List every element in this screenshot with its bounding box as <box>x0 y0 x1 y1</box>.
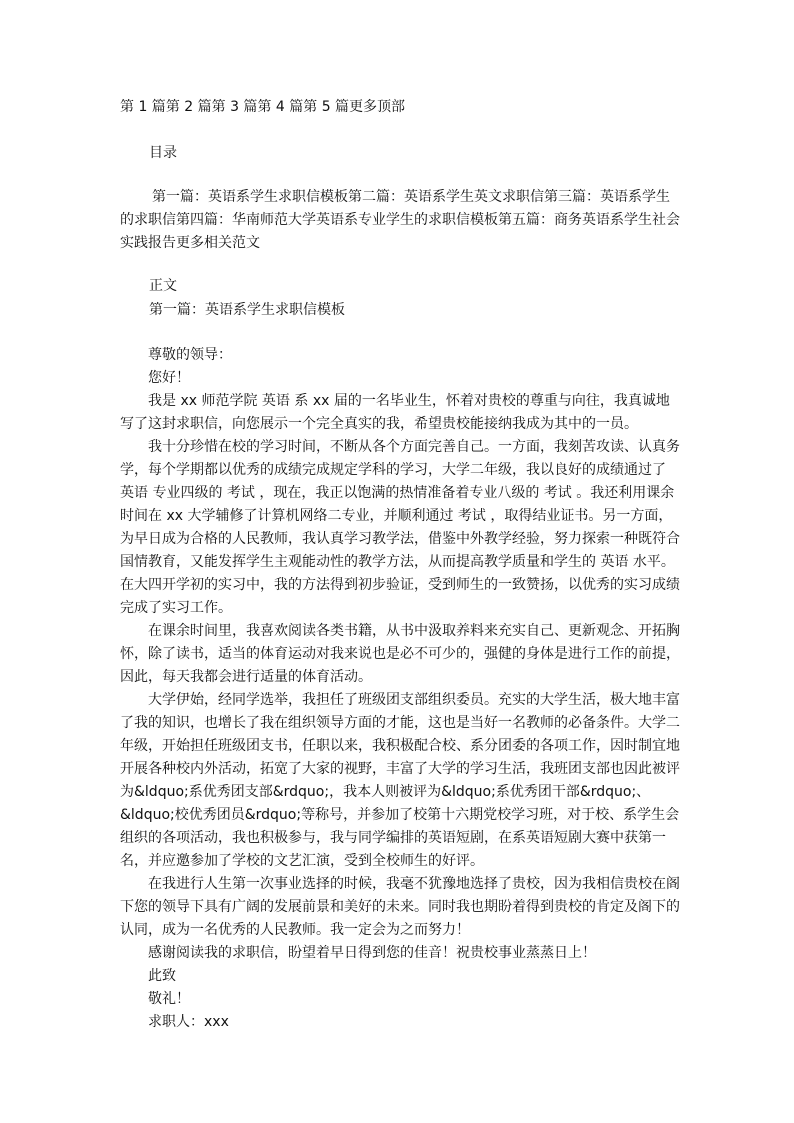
letter-jingli: 敬礼！ <box>148 991 190 1007</box>
nav-link-part-2[interactable]: 第 2 篇 <box>165 99 212 115</box>
nav-link-more[interactable]: 更多 <box>349 99 378 115</box>
main-heading: 正文 <box>149 278 177 294</box>
letter-paragraph-5: 在我进行人生第一次事业选择的时候，我毫不犹豫地选择了贵校，因为我相信贵校在阁下您的领导下具有广阔的发展前景和美好的未来。同时我也期盼着得到贵校的肯定及阁下的认同，成为一名优秀的人民教师。我一定会为之而努力！ <box>120 876 680 938</box>
cover-letter <box>120 344 680 1034</box>
letter-greeting: 您好！ <box>148 370 190 386</box>
toc-body: 第一篇：英语系学生求职信模板第二篇：英语系学生英文求职信第三篇：英语系学生的求职信第四篇：华南师范大学英语系专业学生的求职信模板第五篇：商务英语系学生社会实践报告更多相关范文 <box>120 189 680 251</box>
letter-paragraph-3: 在课余时间里，我喜欢阅读各类书籍，从书中汲取养料来充实自己、更新观念、开拓胸怀，除了读书，适当的体育运动对我来说也是必不可少的，强健的身体是进行工作的前提，因此，每天我都会进行适量的体育活动。 <box>120 623 680 685</box>
section-nav <box>120 98 405 116</box>
nav-link-part-4[interactable]: 第 4 篇 <box>257 99 304 115</box>
letter-closing: 感谢阅读我的求职信，盼望着早日得到您的佳音！祝贵校事业蒸蒸日上！ <box>148 945 596 961</box>
toc-heading: 目录 <box>149 145 177 161</box>
letter-cizhi: 此致 <box>148 968 176 984</box>
article-title: 第一篇：英语系学生求职信模板 <box>149 302 345 318</box>
letter-paragraph-1: 我是 xx 师范学院 英语 系 xx 届的一名毕业生，怀着对贵校的尊重与向往，我真诚地写了这封求职信，向您展示一个完全真实的我，希望贵校能接纳我成为其中的一员。 <box>120 393 670 432</box>
letter-salutation: 尊敬的领导： <box>148 347 232 363</box>
letter-paragraph-4: 大学伊始，经同学选举，我担任了班级团支部组织委员。充实的大学生活，极大地丰富了我的知识，也增长了我在组织领导方面的才能，这也是当好一名教师的必备条件。大学二年级，开始担任班级团支书，任职以来，我积极配合校、系分团委的各项工作，因时制宜地开展各种校内外活动，拓宽了大家的视野，丰富了大学的学习生活，我班团支部也因此被评为&ldquo;系优秀团支部&rdquo;，我本人则被评为&ldquo;系优秀团干部&rdquo;、&ldquo;校优秀团员&rdquo;等称号，并参加了校第十六期党校学习班，对于校、系学生会组织的各项活动，我也积极参与，我与同学编排的英语短剧，在系英语短剧大赛中获第一名，并应邀参加了学校的文艺汇演，受到全校师生的好评。 <box>120 692 680 869</box>
nav-link-part-3[interactable]: 第 3 篇 <box>211 99 258 115</box>
nav-link-part-5[interactable]: 第 5 篇 <box>303 99 350 115</box>
nav-link-part-1[interactable]: 第 1 篇 <box>120 99 166 115</box>
letter-signature: 求职人：xxx <box>148 1014 229 1030</box>
nav-link-top[interactable]: 顶部 <box>377 99 406 115</box>
letter-paragraph-2: 我十分珍惜在校的学习时间，不断从各个方面完善自己。一方面，我刻苦攻读、认真务学，每个学期都以优秀的成绩完成规定学科的学习，大学二年级，我以良好的成绩通过了 英语 专业四级的 考试 ，现在，我正以饱满的热情准备着专业八级的 考试 。我还利用课余时间在 xx 大学辅修了计算机网络二专业，并顺利通过 考试 ，取得结业证书。另一方面，为早日成为合格的人民教师，我认真学习教学法，借鉴中外教学经验，努力探索一种既符合国情教育，又能发挥学生主观能动性的教学方法，从而提高教学质量和学生的 英语 水平。在大四开学初的实习中，我的方法得到初步验证，受到师生的一致赞扬，以优秀的实习成绩完成了实习工作。 <box>120 439 680 616</box>
